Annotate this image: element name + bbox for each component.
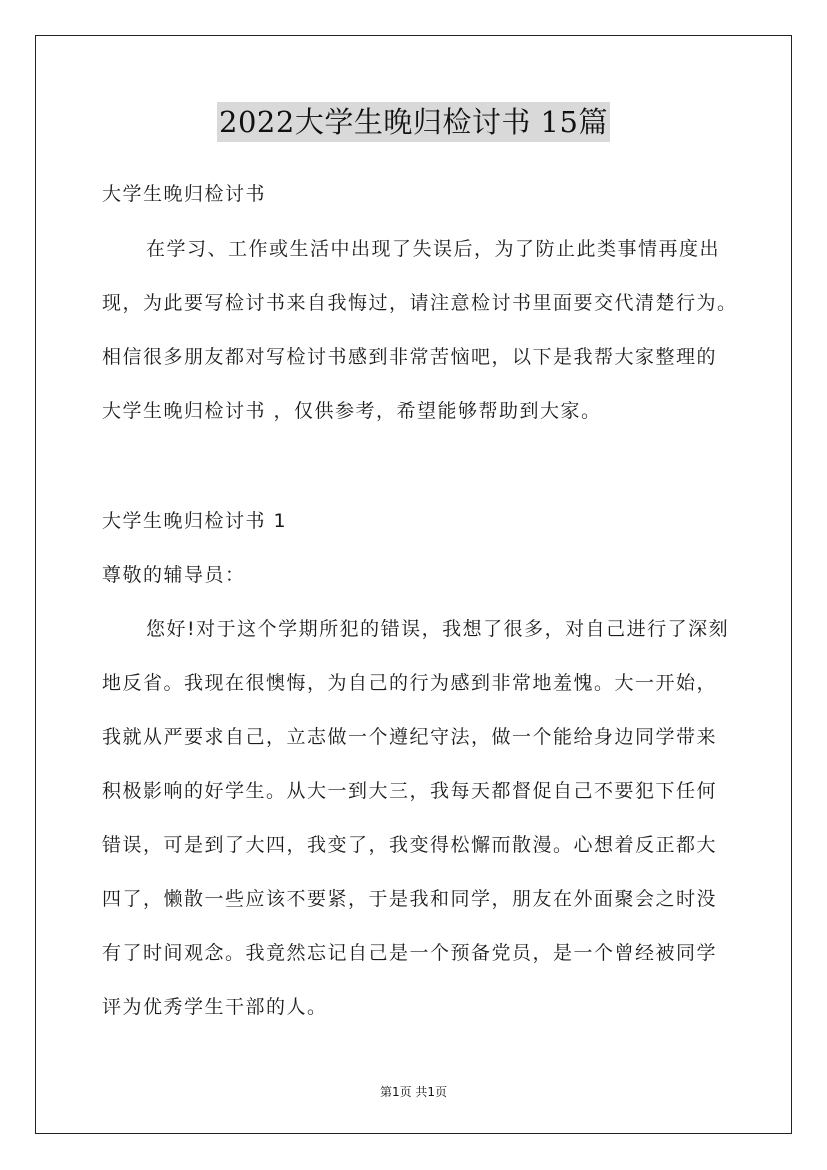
paragraph-line: 大学生晚归检讨书 ，仅供参考，希望能够帮助到大家。 xyxy=(102,400,602,422)
paragraph-line: 错误，可是到了大四，我变了，我变得松懈而散漫。心想着反正都大 xyxy=(102,834,718,856)
paragraph-line: 评为优秀学生干部的人。 xyxy=(102,996,328,1018)
paragraph-line: 我就从严要求自己，立志做一个遵纪守法，做一个能给身边同学带来 xyxy=(102,726,718,748)
salutation: 尊敬的辅导员： xyxy=(102,564,246,586)
paragraph-line: 您好!对于这个学期所犯的错误，我想了很多，对自己进行了深刻 xyxy=(146,618,730,640)
paragraph-line: 有了时间观念。我竟然忘记自己是一个预备党员，是一个曾经被同学 xyxy=(102,942,718,964)
paragraph-line: 地反省。我现在很懊悔，为自己的行为感到非常地羞愧。大一开始， xyxy=(102,672,718,694)
paragraph-line: 四了，懒散一些应该不要紧，于是我和同学，朋友在外面聚会之时没 xyxy=(102,888,718,910)
paragraph-line: 在学习、工作或生活中出现了失误后，为了防止此类事情再度出 xyxy=(146,238,721,260)
paragraph-line: 积极影响的好学生。从大一到大三，我每天都督促自己不要犯下任何 xyxy=(102,780,718,802)
section-heading: 大学生晚归检讨书 xyxy=(102,183,267,205)
section-heading: 大学生晚归检讨书 1 xyxy=(102,510,288,532)
page-footer: 第1页 共1页 xyxy=(379,1085,448,1099)
paragraph-line: 现，为此要写检讨书来自我悔过，请注意检讨书里面要交代清楚行为。 xyxy=(102,292,738,314)
paragraph-line: 相信很多朋友都对写检讨书感到非常苦恼吧，以下是我帮大家整理的 xyxy=(102,346,718,368)
document-title: 2022大学生晚归检讨书 15篇 xyxy=(217,102,610,142)
title-container xyxy=(0,102,827,142)
